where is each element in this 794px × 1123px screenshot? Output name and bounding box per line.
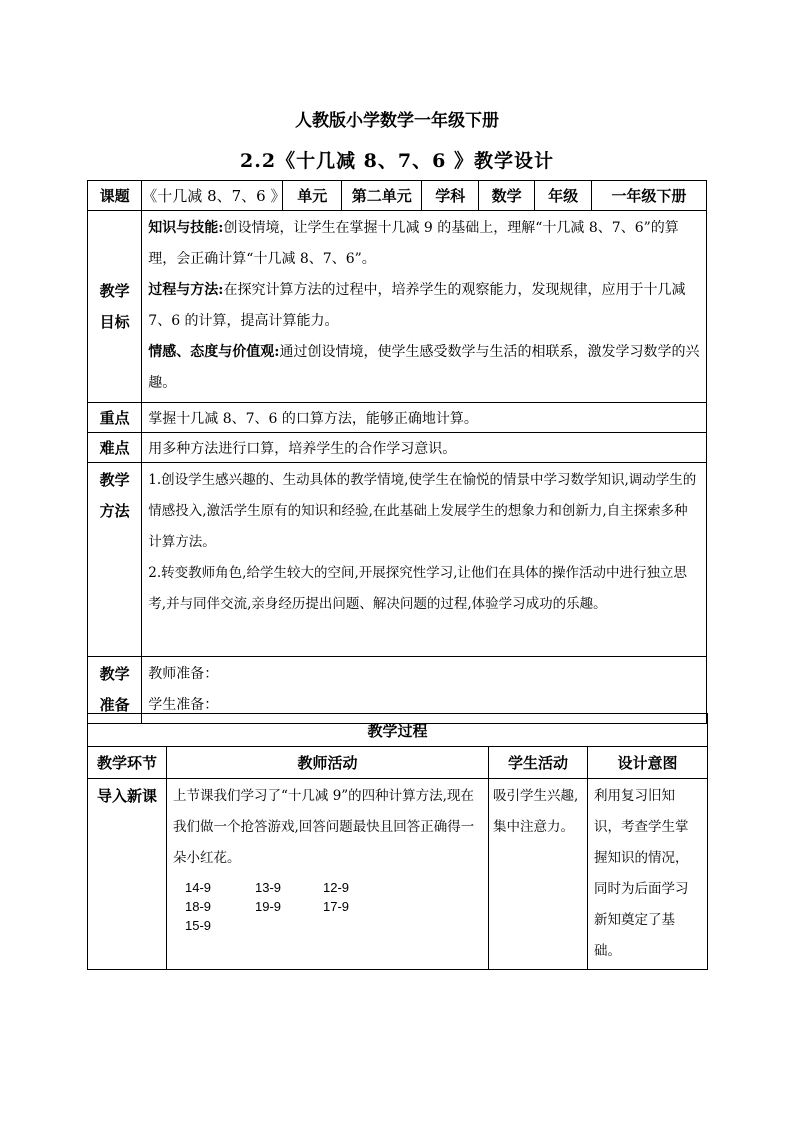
unit-value: 第二单元 <box>342 181 422 211</box>
objectives-content <box>142 211 707 403</box>
process-text: 在探究计算方法的过程中，培养学生的观察能力，发现规律，应用于十几减 7、6 的计算，提高计算能力。 <box>148 282 686 329</box>
knowledge-text: 创设情境，让学生在掌握十几减 9 的基础上，理解“十几减 8、7、6”的算理，会正确计算“十几减 8、7、6”。 <box>148 220 679 267</box>
drill-problem: 19-9 <box>255 899 282 914</box>
col-student-header: 学生活动 <box>489 747 588 779</box>
teacher-activity-text: 上节课我们学习了“十几减 9”的四种计算方法,现在我们做一个抢答游戏,回答问题最快且回答正确得一朵小红花。 <box>173 788 475 866</box>
teacher-preparation: 教师准备： <box>148 666 219 682</box>
drill-problem: 14-9 <box>185 880 212 895</box>
drill-problems <box>173 874 484 941</box>
student-activity-text: 吸引学生兴趣,集中注意力。 <box>489 779 588 970</box>
drill-problem: 18-9 <box>185 899 212 914</box>
drill-problem: 15-9 <box>185 918 212 933</box>
teacher-activity-cell <box>167 779 489 970</box>
col-teacher-header: 教师活动 <box>167 747 489 779</box>
objectives-label-2: 目标 <box>99 312 130 331</box>
objectives-label-1: 教学 <box>99 281 130 300</box>
methods-label-2: 方法 <box>99 502 130 520</box>
objectives-label-cell <box>88 211 142 403</box>
document-title: 人教版小学数学一年级下册 <box>295 111 499 131</box>
col-intent-header: 设计意图 <box>588 747 708 779</box>
document-subtitle: 2.2《十几减 8、7、6 》教学设计 <box>240 150 554 172</box>
methods-label-cell <box>88 463 142 657</box>
drill-problem: 13-9 <box>255 880 282 895</box>
knowledge-title: 知识与技能: <box>148 220 224 236</box>
process-title: 过程与方法: <box>148 282 224 298</box>
preparation-label-1: 教学 <box>99 665 130 683</box>
difficulty-text: 用多种方法进行口算，培养学生的合作学习意识。 <box>142 433 707 463</box>
student-preparation: 学生准备： <box>148 697 219 713</box>
grade-label: 年级 <box>535 181 591 211</box>
topic-label: 课题 <box>88 181 142 211</box>
method-item-2: 2.转变教师角色,给学生较大的空间,开展探究性学习,让他们在具体的操作活动中进行独立思考,并与同伴交流,亲身经历提出问题、解决问题的过程,体验学习成功的乐趣。 <box>148 565 688 612</box>
emotion-text: 通过创设情境，使学生感受数学与生活的相联系，激发学习数学的兴趣。 <box>148 344 700 391</box>
key-point-label: 重点 <box>88 403 142 433</box>
lesson-info-table <box>87 180 707 724</box>
unit-label: 单元 <box>283 181 342 211</box>
methods-label-1: 教学 <box>99 471 130 489</box>
preparation-label-2: 准备 <box>99 696 130 714</box>
drill-problem: 17-9 <box>323 899 350 914</box>
grade-value: 一年级下册 <box>591 181 706 211</box>
col-stage-header: 教学环节 <box>88 747 167 779</box>
subject-value: 数学 <box>478 181 534 211</box>
teaching-process-table <box>87 713 708 970</box>
method-item-1: 1.创设学生感兴趣的、生动具体的教学情境,使学生在愉悦的情景中学习数学知识,调动学生的情感投入,激活学生原有的知识和经验,在此基础上发展学生的想象力和创新力,自主探索多种计算方法。 <box>148 472 697 550</box>
process-section-title: 教学过程 <box>88 714 708 747</box>
topic-value: 《十几减 8、7、6 》 <box>142 181 283 211</box>
methods-content <box>142 463 707 657</box>
subject-label: 学科 <box>422 181 478 211</box>
difficulty-label: 难点 <box>88 433 142 463</box>
design-intent-text: 利用复习旧知识，考查学生掌握知识的情况，同时为后面学习新知奠定了基础。 <box>588 779 708 970</box>
emotion-title: 情感、态度与价值观: <box>148 344 280 360</box>
drill-problem: 12-9 <box>323 880 350 895</box>
stage-intro: 导入新课 <box>88 779 167 970</box>
key-point-text: 掌握十几减 8、7、6 的口算方法，能够正确地计算。 <box>142 403 707 433</box>
